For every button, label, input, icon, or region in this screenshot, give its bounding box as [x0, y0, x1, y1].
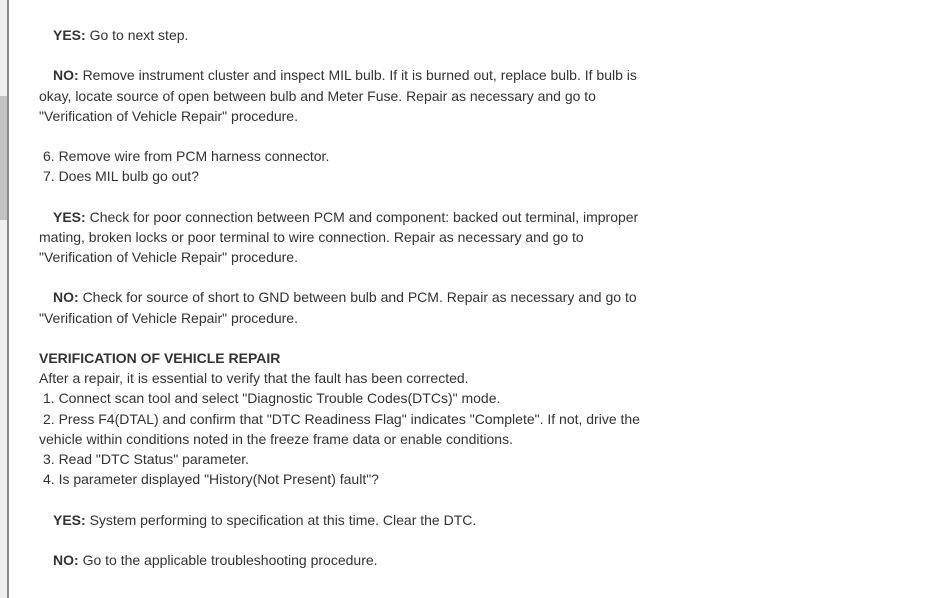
yes-answer-2-cont: "Verification of Vehicle Repair" procedure. — [39, 249, 298, 266]
yes-answer-2-cont: mating, broken locks or poor terminal to wire connection. Repair as necessary and go to — [39, 228, 584, 245]
no-answer-2: NO: Check for source of short to GND between bulb and PCM. Repair as necessary and go to — [53, 289, 637, 306]
verify-step-3: 3. Read "DTC Status" parameter. — [43, 450, 250, 467]
yes-label: YES: — [53, 208, 86, 225]
verify-step-2-cont: vehicle within conditions noted in the freeze frame data or enable conditions. — [39, 430, 513, 447]
verify-step-2: 2. Press F4(DTAL) and confirm that "DTC Readiness Flag" indicates "Complete". If not, drive the — [43, 410, 640, 427]
yes-answer-3: YES: System performing to specification at this time. Clear the DTC. — [53, 511, 477, 528]
document-body — [39, 25, 649, 570]
no-label: NO: — [53, 289, 79, 306]
no-answer-1: NO: Remove instrument cluster and inspect MIL bulb. If it is burned out, replace bulb. If bulb is — [53, 67, 637, 84]
yes-answer-2: YES: Check for poor connection between PCM and component: backed out terminal, improper — [53, 208, 639, 225]
scrollbar-thumb[interactable] — [0, 96, 7, 220]
verify-step-4: 4. Is parameter displayed "History(Not Present) fault"? — [43, 471, 379, 488]
verify-step-1: 1. Connect scan tool and select "Diagnostic Trouble Codes(DTCs)" mode. — [43, 390, 501, 407]
frame-border — [7, 0, 9, 598]
no-answer-1-cont: okay, locate source of open between bulb and Meter Fuse. Repair as necessary and go to — [39, 87, 596, 104]
verification-heading: VERIFICATION OF VEHICLE REPAIR — [39, 350, 281, 366]
no-label: NO: — [53, 551, 79, 568]
verification-intro: After a repair, it is essential to verify that the fault has been corrected. — [39, 370, 469, 387]
yes-answer-1: YES: Go to next step. — [53, 27, 189, 43]
step-7: 7. Does MIL bulb go out? — [43, 168, 199, 185]
yes-label: YES: — [53, 27, 86, 43]
step-6: 6. Remove wire from PCM harness connector. — [43, 148, 330, 165]
no-answer-1-cont: "Verification of Vehicle Repair" procedure. — [39, 107, 298, 124]
no-answer-2-cont: "Verification of Vehicle Repair" procedure. — [39, 309, 298, 326]
no-answer-3: NO: Go to the applicable troubleshooting procedure. — [53, 551, 378, 568]
no-label: NO: — [53, 67, 79, 84]
scrollbar-track[interactable] — [0, 0, 7, 598]
yes-label: YES: — [53, 511, 86, 528]
